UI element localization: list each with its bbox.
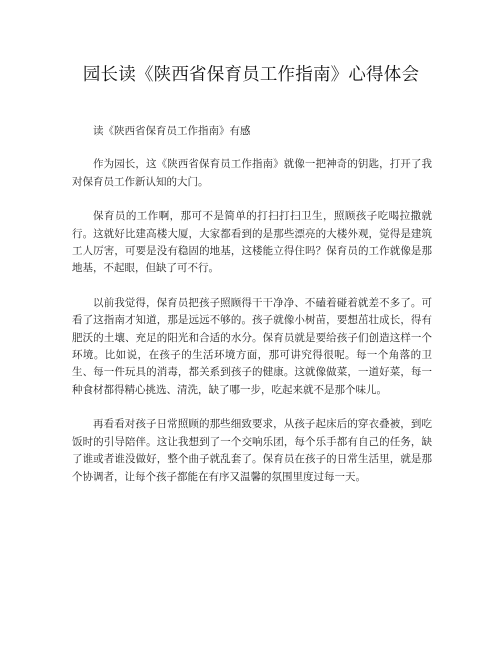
body-paragraph: 再看看对孩子日常照顾的那些细致要求，从孩子起床后的穿衣叠被，到吃饭时的引导陪伴。这让我想到了一个交响乐团，每个乐手都有自己的任务，缺了谁或者谁没做好，整个曲子就乱套了。保育员在孩子的日常生活里，就是那个协调者，让每个孩子都能在有序又温馨的氛围里度过每一天。 — [72, 418, 432, 483]
body-paragraph: 保育员的工作啊，那可不是简单的打扫打扫卫生，照顾孩子吃喝拉撒就行。这就好比建高楼大厦，大家都看到的是那些漂亮的大楼外观，觉得是建筑工人厉害，可要是没有稳固的地基，这楼能立得住吗？保育员的工作就像是那地基，不起眼，但缺了可不行。 — [72, 210, 432, 275]
body-paragraph: 以前我觉得，保育员把孩子照顾得干干净净、不磕着碰着就差不多了。可看了这指南才知道，那是远远不够的。孩子就像小树苗，要想茁壮成长，得有肥沃的土壤、充足的阳光和合适的水分。保育员就是要给孩子们创造这样一个环境。比如说，在孩子的生活环境方面，那可讲究得很呢。每一个角落的卫生、每一件玩具的消毒，都关系到孩子的健康。这就像做菜，一道好菜，每一种食材都得精心挑选、清洗，缺了哪一步，吃起来就不是那个味儿。 — [72, 296, 432, 396]
body-paragraph: 作为园长，这《陕西省保育员工作指南》就像一把神奇的钥匙，打开了我对保育员工作新认知的大门。 — [72, 158, 432, 188]
document-body — [72, 123, 432, 503]
document-title: 园长读《陕西省保育员工作指南》心得体会 — [82, 65, 420, 85]
subheading-paragraph: 读《陕西省保育员工作指南》有感 — [93, 125, 251, 137]
